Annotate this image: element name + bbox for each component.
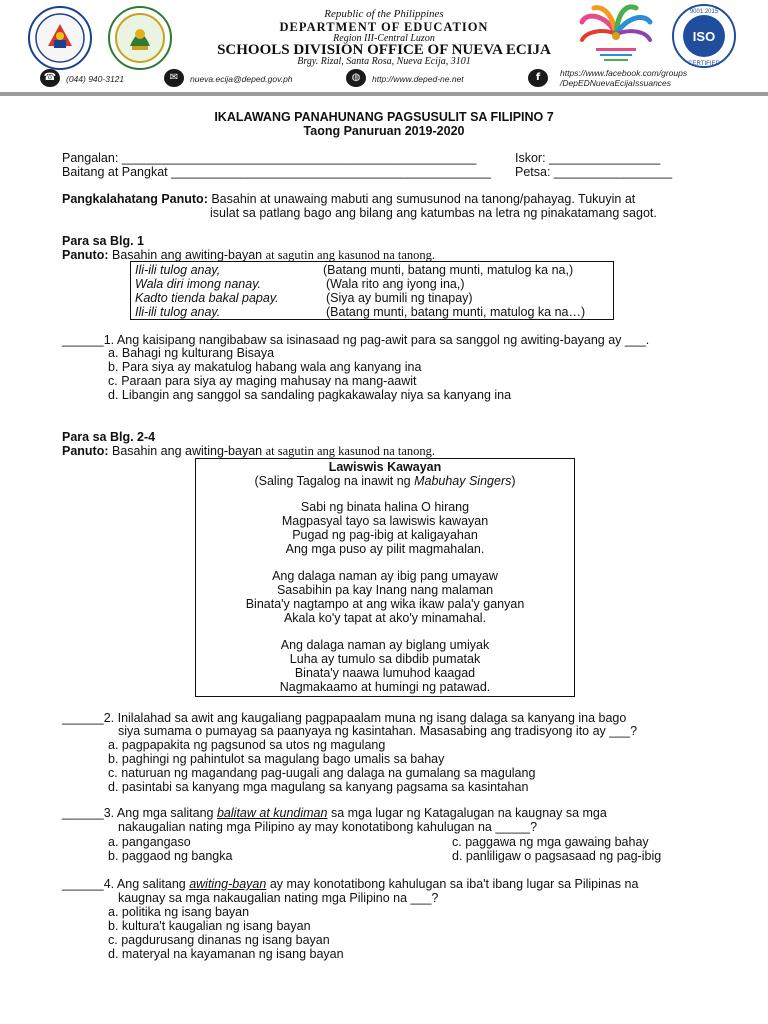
panuto-text: Basahin ang awiting-bayan	[112, 248, 263, 262]
general-instructions	[62, 192, 635, 206]
poem-subtitle-c: )	[511, 474, 516, 488]
question-3-line1	[62, 806, 607, 820]
q4-prefix: ______4. Ang salitang	[62, 877, 190, 891]
lyric-line-bisaya: Ili-ili tulog anay.	[135, 305, 221, 319]
poem-line: Pugad ng pag-ibig at kaligayahan	[292, 528, 478, 542]
q2-choice: a. pagpapakita ng pagsunod sa utos ng magulang	[108, 738, 386, 752]
poem-subtitle	[195, 474, 575, 488]
phone-text: (044) 940-3121	[66, 74, 125, 84]
poem-line: Ang dalaga naman ay ibig pang umayaw	[272, 569, 498, 583]
poem-line: Binata'y naawa lumuhod kaagad	[294, 666, 476, 680]
lyric-line-tagalog: (Wala rito ang iyong ina,)	[326, 277, 465, 291]
lyric-line-tagalog: (Siya ay bumili ng tinapay)	[326, 291, 473, 305]
section1-heading: Para sa Blg. 1	[62, 234, 144, 248]
q3-choice-b: b. paggaod ng bangka	[108, 849, 233, 863]
q4-choice: d. materyal na kayamanan ng isang bayan	[108, 947, 344, 961]
q2-choice: d. pasintabi sa kanyang mga magulang sa kanyang pagsama sa kasintahan	[108, 780, 529, 794]
q1-choice: c. Paraan para siya ay maging mahusay na mang-aawit	[108, 374, 417, 388]
q1-choice: a. Bahagi ng kulturang Bisaya	[108, 346, 275, 360]
panuto-text-serif: at sagutin ang kasunod na tanong.	[265, 444, 436, 458]
website-link[interactable]: http://www.deped-ne.net	[372, 74, 464, 84]
question-3-line2: nakaugalian nating mga Pilipino ay may konotatibong kahulugan na _____?	[118, 820, 538, 834]
region-text: Region III-Central Luzon	[333, 33, 435, 44]
iso-top-text: 9001:2015	[689, 9, 719, 15]
poem-line: Sabi ng binata halina O hirang	[300, 500, 470, 514]
q4-choice: a. politika ng isang bayan	[108, 905, 250, 919]
facebook-link-line2[interactable]: /DepEDNuevaEcijaIssuances	[560, 78, 672, 88]
q1-choice: b. Para siya ay makatulog habang wala ang kanyang ina	[108, 360, 422, 374]
poem-subtitle-b: Mabuhay Singers	[414, 474, 512, 488]
iso-label: ISO	[692, 29, 716, 44]
question-2-line2: siya sumama o pumayag sa paanyaya ng kasintahan. Masasabing ang tradisyong ito ay ___?	[118, 724, 638, 738]
q3-choice-d: d. panliligaw o pagsasaad ng pag-ibig	[452, 849, 662, 863]
q3-emphasis: balitaw at kundiman	[216, 806, 328, 820]
q2-choice: b. paghingi ng pahintulot sa magulang bago umalis sa bahay	[108, 752, 445, 766]
section1-instructions	[62, 248, 435, 262]
name-field[interactable]: Pangalan: ___________________________________________________	[62, 151, 477, 165]
poem-line: Magpasyal tayo sa lawiswis kawayan	[281, 514, 489, 528]
facebook-link-line1[interactable]: https://www.facebook.com/groups	[560, 68, 688, 78]
panuto-text-serif: at sagutin ang kasunod na tanong.	[265, 248, 436, 262]
question-4-line1	[62, 877, 638, 891]
general-instructions-text2: isulat sa patlang bago ang bilang ang katumbas na letra ng pinakatamang sagot.	[210, 206, 657, 220]
department-text: DEPARTMENT OF EDUCATION	[279, 20, 489, 34]
division-vision-logo	[576, 4, 656, 66]
q4-choice: c. pagdurusang dinanas ng isang bayan	[108, 933, 330, 947]
exam-title: IKALAWANG PANAHUNANG PAGSUSULIT SA FILIPINO 7	[214, 110, 554, 124]
poem-subtitle-a: (Saling Tagalog na inawit ng	[254, 474, 415, 488]
question-1: ______1. Ang kaisipang nangibabaw sa isinasaad ng pag-awit para sa sanggol ng awiting-bayang ay ___.	[62, 333, 650, 347]
republic-text: Republic of the Philippines	[324, 8, 444, 20]
globe-icon: ◍	[346, 69, 366, 87]
poem-line: Akala ko'y tapat at ako'y minamahal.	[283, 611, 487, 625]
lyric-line-tagalog: (Batang munti, batang munti, matulog ka na,)	[323, 263, 574, 277]
question-2-line1: ______2. Inilalahad sa awit ang kaugaliang pagpapaalam muna ng isang dalaga sa kanyang ina bago	[62, 711, 627, 725]
lyric-line-bisaya: Kadto tienda bakal papay.	[135, 291, 279, 305]
q4-choice: b. kultura't kaugalian ng isang bayan	[108, 919, 311, 933]
question-4-line2: kaugnay sa mga nakaugalian nating mga Pilipino na ___?	[118, 891, 439, 905]
score-field[interactable]: Iskor: ________________	[515, 151, 661, 165]
email-link[interactable]: nueva.ecija@deped.gov.ph	[190, 74, 293, 84]
poem-line: Luha ay tumulo sa dibdib pumatak	[289, 652, 481, 666]
q3-prefix: ______3. Ang mga salitang	[62, 806, 217, 820]
facebook-icon: f	[528, 69, 548, 87]
address-text: Brgy. Rizal, Santa Rosa, Nueva Ecija, 3101	[297, 56, 471, 67]
poem-line: Binata'y nagtampo at ang wika ikaw pala'y ganyan	[245, 597, 525, 611]
date-field[interactable]: Petsa: _________________	[515, 165, 673, 179]
poem-line: Ang dalaga naman ay biglang umiyak	[280, 638, 490, 652]
school-year: Taong Panuruan 2019-2020	[303, 124, 465, 138]
office-text: SCHOOLS DIVISION OFFICE OF NUEVA ECIJA	[217, 42, 551, 58]
q3-choice-a: a. pangangaso	[108, 835, 191, 849]
q4-emphasis: awiting-bayan	[189, 877, 267, 891]
lyric-line-bisaya: Wala diri imong nanay.	[135, 277, 261, 291]
poem-title: Lawiswis Kawayan	[328, 460, 442, 474]
q3-choice-c: c. paggawa ng mga gawaing bahay	[452, 835, 649, 849]
section2-heading: Para sa Blg. 2-4	[62, 430, 156, 444]
q4-suffix: ay may konotatibong kahulugan sa iba't ibang lugar sa Pilipinas na	[266, 877, 639, 891]
panuto-text: Basahin ang awiting-bayan	[112, 444, 263, 458]
poem-line: Nagmakaamo at humingi ng patawad.	[279, 680, 491, 694]
panuto-label: Panuto:	[62, 444, 109, 458]
email-icon: ✉	[164, 69, 184, 87]
q2-choice: c. naturuan ng magandang pag-uugali ang dalaga na gumalang sa magulang	[108, 766, 536, 780]
iso-bottom-text: CERTIFIED	[688, 61, 720, 67]
section-field[interactable]: Baitang at Pangkat ______________________________________________	[62, 165, 491, 179]
lyric-line-bisaya: Ili-ili tulog anay,	[135, 263, 221, 277]
header-divider	[0, 92, 768, 96]
phone-icon: ☎	[40, 69, 60, 87]
poem-line: Ang mga puso ay pilit magmahalan.	[285, 542, 485, 556]
iso-certified-badge	[672, 4, 736, 68]
general-instructions-text: Basahin at unawaing mabuti ang sumusunod na tanong/pahayag. Tukuyin at	[211, 192, 636, 206]
lyric-line-tagalog: (Batang munti, batang munti, matulog ka na…)	[326, 305, 586, 319]
section2-instructions	[62, 444, 435, 458]
panuto-label: Panuto:	[62, 248, 109, 262]
q1-choice: d. Libangin ang sanggol sa sandaling pagkakawalay niya sa kanyang ina	[108, 388, 512, 402]
q3-suffix: sa mga lugar ng Katagalugan na kaugnay sa mga	[327, 806, 607, 820]
poem-line: Sasabihin pa kay Inang nang malaman	[276, 583, 494, 597]
general-instructions-label: Pangkalahatang Panuto:	[62, 192, 208, 206]
